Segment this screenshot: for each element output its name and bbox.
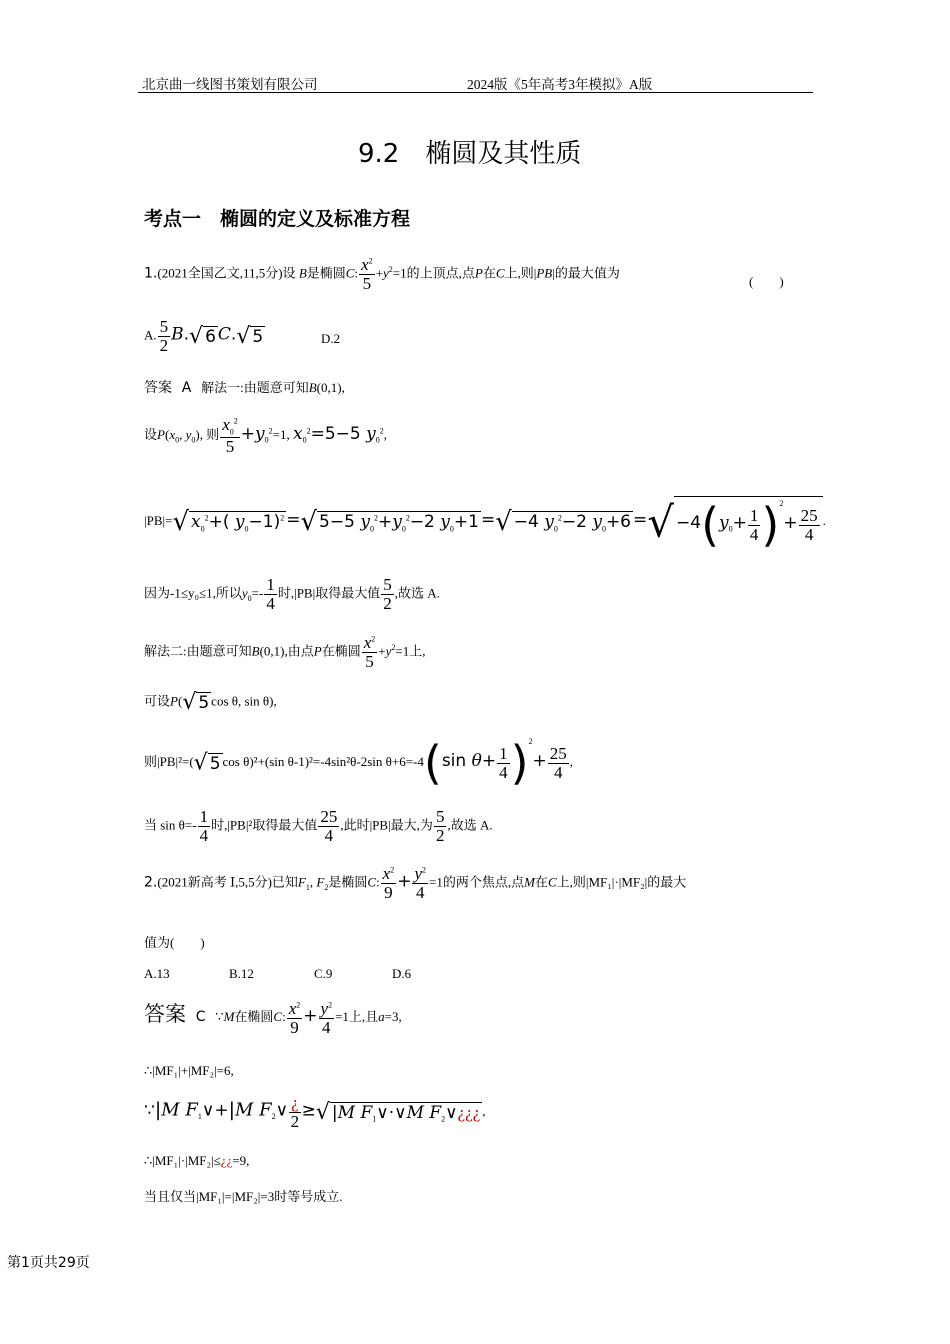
q2-line2: 值为( ): [144, 935, 205, 950]
question-2: 2.(2021新高考 Ⅰ,5,5分)已知$F_1$, $F_2$是椭圆C: $\frac{x^2}{9}$ + $\frac{y^2}{4}$ =1的两个焦点,点M在C上,则|MF₁|·|MF₂|的最大: [144, 864, 687, 902]
answer-1-line5: 解法二:由题意可知B(0,1),由点P在椭圆 $\frac{x^2}{5}$ $+y^2=1$上,: [144, 633, 426, 671]
page-title: 9.2 椭圆及其性质: [358, 139, 582, 169]
q2-option-a: A.13: [144, 966, 170, 981]
answer-2-line3: ∵|M $F_1\vee+|M$ $F_2\vee$ $\frac{¿}{2}$ ≥√ |M $F_1\vee\cdot\vee M$ $F_2\vee¿¿¿$ ,: [144, 1093, 486, 1131]
page-footer: 第1页共29页: [7, 1255, 90, 1271]
header-rule: [138, 92, 813, 93]
answer-1-line4: 因为-1≤y₀≤1,所以$y_0=-$ $\frac{1}{4}$ 时,|PB|取得最大值 $\frac{5}{2}$ ,故选 A.: [144, 575, 440, 613]
answer-1-line3: |PB|=√ $x_0^2+$( $y_0-1)^2$ =√ 5−5 $y_0^2+y_0^2-2$ $y_0+1$ =√ −4 $y_0^2-2$ $y_0+6$ =√ $-4(y_0+$ $\frac{1}{4}$ )$^2$+ $\frac{25}{4}$ .: [144, 497, 826, 553]
answer-1-line2: 设$P(x_0$, $y_0$), 则 $\frac{x_0^2}{5}$ $+y_0^2=1$, $x_0^2=5-5$ $y_0^2$,: [144, 415, 387, 456]
answer-1-line8: 当 sin θ=- $\frac{1}{4}$ 时,|PB|²取得最大值 $\frac{25}{4}$ ,此时|PB|最大,为 $\frac{5}{2}$ ,故选 A.: [144, 807, 493, 845]
q2-source: (2021新高考 Ⅰ,5,5分): [157, 874, 272, 890]
option-c: C: [217, 324, 231, 345]
section-heading: 考点一 椭圆的定义及标准方程: [144, 208, 411, 230]
answer-1-line7: 则|PB|²=(√ 5 cos θ)²+(sin θ-1)²=-4sin²θ-2sin θ+6=-4(sin θ+ $\frac{1}{4}$ )$^2$+ $\frac{25}{4}$ ,: [144, 736, 574, 791]
q2-option-c: C.9: [314, 966, 333, 981]
question-1: 1.(2021全国乙文,11,5分)设 B是椭圆C: $\frac{x^2}{5}$ $+y^2=1$的上顶点,点P在C上,则|PB|的最大值为: [144, 255, 620, 293]
answer-2-line4: ∴|MF₁|·|MF₂|≤¿¿=9,: [144, 1153, 250, 1168]
fraction: $\frac{x^2}{5}$: [361, 255, 373, 293]
q2-number: 2.: [144, 874, 158, 891]
answer-1-line1: 答案 A 解法一:由题意可知B(0,1),: [144, 380, 345, 396]
q2-option-b: B.12: [229, 966, 254, 981]
answer-2-line1: 答案 C ∵M在椭圆C: $\frac{x^2}{9}$ + $\frac{y^2}{4}$ =1上,且a=3,: [144, 998, 402, 1037]
q1-source: (2021全国乙文,11,5分): [157, 265, 283, 281]
option-a: A.: [144, 327, 157, 343]
header-publisher: 北京曲一线图书策划有限公司: [142, 77, 318, 92]
answer-2-line2: ∴|MF₁|+|MF₂|=6,: [144, 1063, 234, 1078]
answer-1-line6: 可设P(√ 5 cos θ, sin θ),: [144, 690, 277, 715]
q2-option-d: D.6: [392, 966, 412, 981]
option-d: D.2: [321, 331, 341, 346]
q1-options: A. $\frac{5}{2}$ B.√ 6 C.√ 5: [144, 317, 264, 355]
header-edition: 2024版《5年高考3年模拟》A版: [467, 77, 653, 92]
q1-number: 1.: [144, 265, 158, 282]
option-b: B: [171, 324, 184, 345]
q1-answer-paren: ( ): [749, 274, 784, 289]
answer-2-line5: 当且仅当|MF₁|=|MF₂|=3时等号成立.: [144, 1189, 343, 1204]
